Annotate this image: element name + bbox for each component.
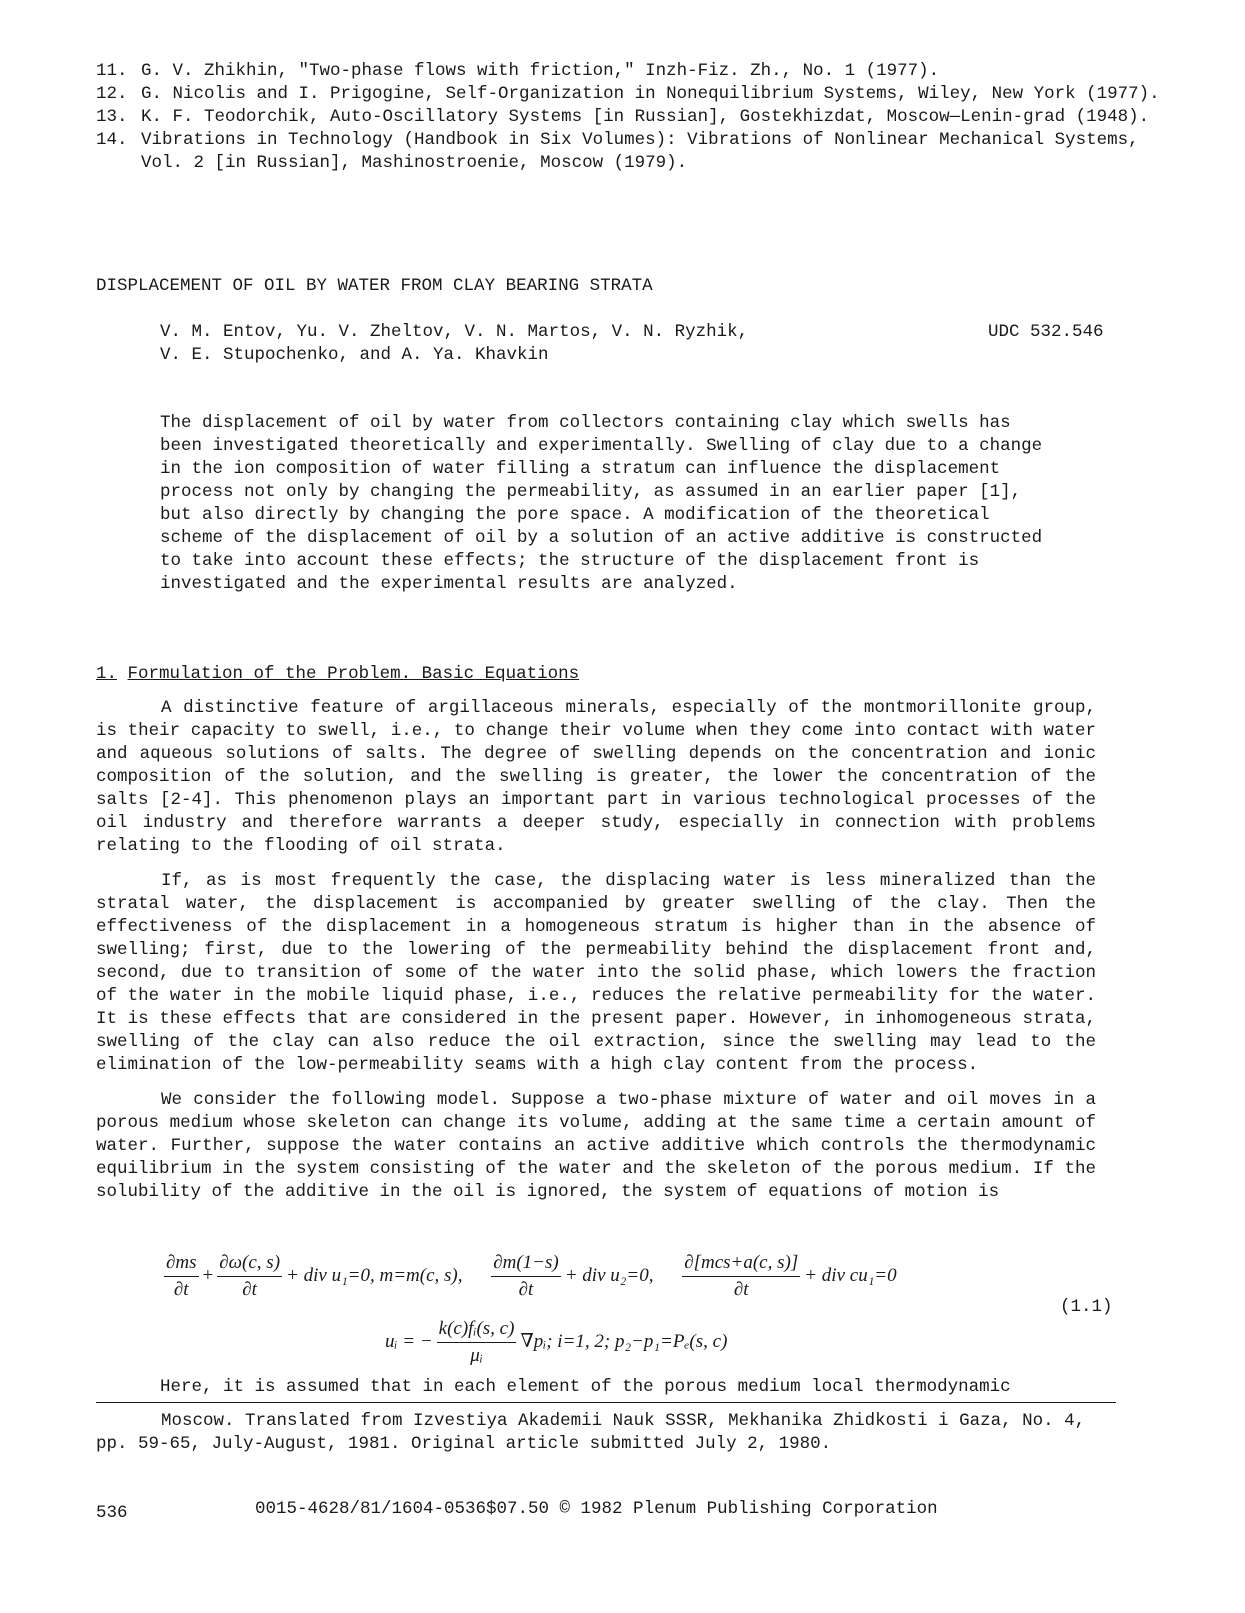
reference-number: 11. (96, 61, 128, 81)
fraction (682, 1252, 800, 1301)
denominator: ∂t (518, 1279, 534, 1300)
reference-text: G. V. Zhikhin, "Two-phase flows with friction," Inzh-Fiz. Zh., No. 1 (1977). (141, 61, 940, 81)
section-title: Formulation of the Problem. Basic Equations (127, 664, 580, 684)
abstract (160, 412, 1050, 596)
fraction (491, 1252, 560, 1301)
section-number: 1. (96, 664, 118, 684)
page-number: 536 (96, 1503, 128, 1523)
reference-item (96, 129, 1176, 175)
section-heading (96, 663, 579, 686)
denominator: ∂t (733, 1279, 749, 1300)
reference-text: Vibrations in Technology (Handbook in Six Volumes): Vibrations of Nonlinear Mechanical Systems, Vol. 2 [in Russian], Mashinostroenie, Moscow (1979). (141, 130, 1139, 173)
reference-number: 12. (96, 84, 128, 104)
copyright-line: 0015-4628/81/1604-0536$07.50 © 1982 Plenum Publishing Corporation (255, 1499, 938, 1519)
paragraph: Here, it is assumed that in each element of the porous medium local thermodynamic (160, 1377, 1011, 1397)
equation-line-2 (385, 1318, 885, 1370)
equation-term: + div u₁=0, m=m(c, s), (286, 1264, 463, 1286)
reference-number: 13. (96, 107, 128, 127)
reference-number: 14. (96, 130, 128, 150)
numerator: ∂m(1−s) (491, 1252, 560, 1277)
udc-code: UDC 532.546 (988, 322, 1104, 342)
equation-term: + div cu₁=0 (804, 1264, 897, 1286)
numerator: ∂ms (164, 1252, 199, 1277)
abstract-text: The displacement of oil by water from collectors containing clay which swells has been investigated theoretically and experimentally. Swelling of clay due to a change in the ion composition of water filling a stratum can influence the displacement process not only by changing the permeability, as assumed in an earlier paper [1], but also directly by changing the pore space. A modification of the theoretical scheme of the displacement of oil by a solution of an active additive is constructed to take into account these effects; the structure of the displacement front is investigated and the experimental results are analyzed. (160, 413, 1043, 594)
authors-line: V. E. Stupochenko, and A. Ya. Khavkin (160, 345, 549, 365)
equation-number: (1.1) (1060, 1297, 1113, 1317)
body-text (96, 697, 1096, 1216)
equation-line-1 (160, 1252, 1060, 1304)
equation-term: + div u₂=0, (564, 1264, 654, 1286)
reference-item (96, 83, 1176, 106)
reference-text: K. F. Teodorchik, Auto-Oscillatory Systems [in Russian], Gostekhizdat, Moscow—Lenin-grad (1948). (141, 107, 1150, 127)
article-title: DISPLACEMENT OF OIL BY WATER FROM CLAY BEARING STRATA (96, 276, 653, 296)
reference-list (96, 60, 1176, 175)
denominator: ∂t (173, 1279, 189, 1300)
denominator: μᵢ (470, 1345, 483, 1366)
fraction (217, 1252, 282, 1301)
equation-term: uᵢ = − (385, 1330, 433, 1352)
numerator: ∂ω(c, s) (217, 1252, 282, 1277)
authors-line: V. M. Entov, Yu. V. Zheltov, V. N. Martos, V. N. Ryzhik, (160, 322, 749, 342)
numerator: k(c)fᵢ(s, c) (437, 1318, 517, 1343)
fraction (164, 1252, 199, 1301)
fraction (437, 1318, 517, 1367)
reference-item (96, 60, 1176, 83)
footnote (96, 1410, 1096, 1456)
reference-text: G. Nicolis and I. Prigogine, Self-Organization in Nonequilibrium Systems, Wiley, New York (1977). (141, 84, 1160, 104)
equation-term: ∇pᵢ; i=1, 2; p₂−p₁=Pₑ(s, c) (520, 1330, 728, 1352)
reference-item (96, 106, 1176, 129)
footnote-divider (96, 1402, 1116, 1403)
footnote-text: Moscow. Translated from Izvestiya Akademii Nauk SSSR, Mekhanika Zhidkosti i Gaza, No. 4, pp. 59-65, July-August, 1981. Original article submitted July 2, 1980. (96, 1411, 1086, 1454)
numerator: ∂[mcs+a(c, s)] (682, 1252, 800, 1277)
paragraph: If, as is most frequently the case, the displacing water is less mineralized than the stratal water, the displacement is accompanied by greater swelling of the clay. Then the effectiveness of the displacement in a homogeneous stratum is higher than in the absence of swelling; first, due to the lowering of the permeability behind the displacement front and, second, due to transition of some of the water into the solid phase, which lowers the fraction of the water in the mobile liquid phase, i.e., reduces the relative permeability for the water. It is these effects that are considered in the present paper. However, in inhomogeneous strata, swelling of the clay can also reduce the oil extraction, since the swelling may lead to the elimination of the low-permeability seams with a high clay content from the process. (96, 871, 1096, 1075)
paragraph: We consider the following model. Suppose a two-phase mixture of water and oil moves in a porous medium whose skeleton can change its volume, adding at the same time a certain amount of water. Further, suppose the water contains an active additive which controls the thermodynamic equilibrium in the system consisting of the water and the skeleton of the porous medium. If the solubility of the additive in the oil is ignored, the system of equations of motion is (96, 1090, 1096, 1202)
denominator: ∂t (242, 1279, 257, 1300)
paragraph: A distinctive feature of argillaceous minerals, especially of the montmorillonite group, is their capacity to swell, i.e., to change their volume when they come into contact with water and aqueous solutions of salts. The degree of swelling depends on the concentration and ionic composition of the solution, and the swelling is greater, the lower the concentration of the salts [2-4]. This phenomenon plays an important part in various technological processes of the oil industry and therefore warrants a deeper study, especially in connection with problems relating to the flooding of oil strata. (96, 698, 1096, 856)
author-list (160, 321, 930, 367)
operator: + (202, 1264, 214, 1286)
